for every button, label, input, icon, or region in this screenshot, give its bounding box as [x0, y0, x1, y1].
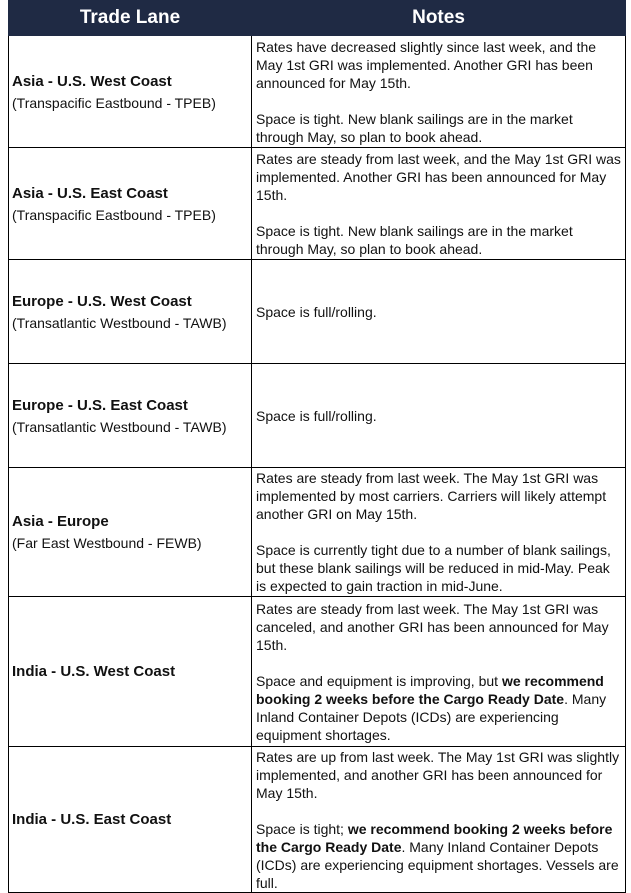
note-text: . Many Inland Container Depots (ICDs) are experiencing equipment shortages.	[256, 690, 607, 743]
note-paragraph: Rates are steady from last week, and the May 1st GRI was implemented. Another GRI has been announced for May 15th.	[256, 150, 621, 203]
table-row	[9, 260, 626, 364]
lane-cell	[9, 747, 252, 893]
lane-code: (Far East Westbound - FEWB)	[12, 535, 202, 551]
lane-code: (Transatlantic Westbound - TAWB)	[12, 418, 227, 435]
note-paragraph	[256, 672, 621, 744]
table-header-row	[9, 1, 626, 36]
notes-cell	[252, 747, 626, 893]
note-paragraph: Space is tight. New blank sailings are in the market through May, so plan to book ahead.	[256, 110, 573, 145]
table-row	[9, 36, 626, 148]
note-paragraph	[256, 820, 621, 892]
note-paragraph: Rates have decreased slightly since last week, and the May 1st GRI was implemented. Another GRI has been announced for May 15th.	[256, 38, 597, 91]
lane-name: India - U.S. East Coast	[12, 810, 172, 828]
lane-name: Asia - U.S. East Coast	[12, 184, 168, 202]
lane-cell	[9, 260, 252, 364]
lane-name: Europe - U.S. East Coast	[12, 396, 188, 414]
table-row	[9, 468, 626, 597]
lane-name: India - U.S. West Coast	[12, 662, 176, 680]
note-text: Space and equipment is improving, but	[256, 672, 502, 689]
lane-code: (Transatlantic Westbound - TAWB)	[12, 314, 227, 331]
notes-cell	[252, 468, 626, 597]
table-row	[9, 747, 626, 893]
header-trade-lane: Trade Lane	[9, 1, 252, 36]
note-paragraph: Rates are steady from last week. The May 1st GRI was implemented by most carriers. Carriers will likely attempt another GRI on May 15th.	[256, 470, 607, 522]
lane-name: Asia - U.S. West Coast	[12, 72, 172, 90]
lane-cell	[9, 36, 252, 148]
note-paragraph: Space is currently tight due to a number of blank sailings, but these blank sailings will be reduced in mid-May. Peak is expected to gain traction in mid-June.	[256, 542, 611, 594]
notes-cell	[252, 260, 626, 364]
lane-cell	[9, 468, 252, 597]
notes-cell	[252, 597, 626, 747]
lane-cell	[9, 364, 252, 468]
note-paragraph: Space is full/rolling.	[256, 303, 377, 320]
notes-cell	[252, 36, 626, 148]
note-text: Space is tight;	[256, 821, 348, 837]
table-row	[9, 364, 626, 468]
header-notes: Notes	[252, 1, 626, 36]
table-row	[9, 597, 626, 747]
note-paragraph: Space is full/rolling.	[256, 407, 377, 424]
note-paragraph: Rates are up from last week. The May 1st GRI was slightly implemented, and another GRI has been announced for May 15th.	[256, 749, 620, 801]
note-emphasis: we recommend booking 2 weeks before the Cargo Ready Date	[256, 821, 613, 855]
note-paragraph: Rates are steady from last week. The May 1st GRI was canceled, and another GRI has been announced for May 15th.	[256, 600, 609, 653]
lane-name: Asia - Europe	[12, 513, 109, 530]
trade-lane-table	[8, 0, 626, 893]
lane-cell	[9, 148, 252, 260]
lane-code: (Transpacific Eastbound - TPEB)	[12, 94, 216, 111]
note-text: . Many Inland Container Depots (ICDs) are experiencing equipment shortages. Vessels are full.	[256, 839, 619, 891]
notes-cell	[252, 364, 626, 468]
table-row	[9, 148, 626, 260]
lane-cell	[9, 597, 252, 747]
lane-code: (Transpacific Eastbound - TPEB)	[12, 206, 216, 223]
lane-name: Europe - U.S. West Coast	[12, 292, 192, 310]
note-paragraph: Space is tight. New blank sailings are in the market through May, so plan to book ahead.	[256, 222, 573, 257]
notes-cell	[252, 148, 626, 260]
note-emphasis: we recommend booking 2 weeks before the Cargo Ready Date	[256, 672, 604, 707]
